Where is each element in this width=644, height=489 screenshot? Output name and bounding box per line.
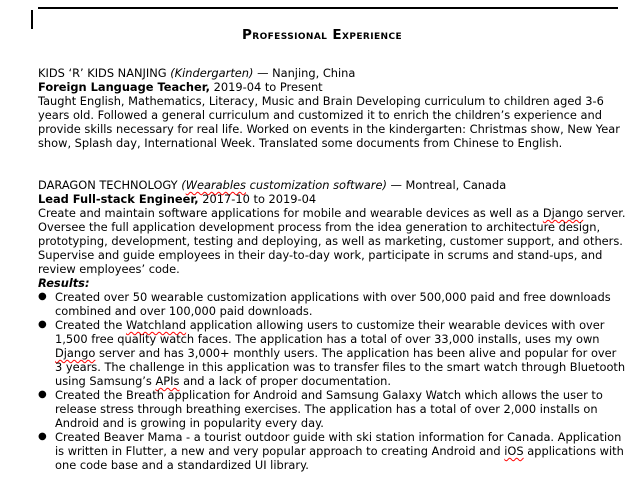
text-run: application allowing users to customize their wearable devices with over 1,500 free quality watch faces. The application has a total of over 33,000 installs, uses my own [55,318,605,346]
text-run: ( [181,178,186,192]
text-run: Foreign Language Teacher, [38,80,210,94]
job-summary [38,206,626,276]
bullet-icon: ● [38,389,47,400]
misspelled-word: Wearables [185,178,246,192]
bullet-text [55,318,626,388]
text-run: DARAGON TECHNOLOGY [38,178,182,192]
bullet-icon: ● [38,319,47,330]
text-run: Create and maintain software applications for mobile and wearable devices as well as a [38,206,543,220]
text-run: server. Oversee the full application development process from the idea generation to architecture design, prototyping, development, testing and deploying, as well as marketing, customer support, and others. Supervise and guide employees in their day-to-day work, participate in scrums and stand-ups, and review employees’ code. [38,206,626,276]
text-run: (Kindergarten) [170,66,254,80]
results-label: Results: [38,276,90,290]
job-summary [38,94,626,150]
role-line [38,80,626,94]
text-run: Created over 50 wearable customization applications with over 500,000 paid and free downloads combined and over 100,000 paid downloads. [55,290,611,318]
misspelled-word: Django [542,206,584,220]
text-run: applications with one code base and a standardized UI library. [55,444,624,472]
text-run: Taught English, Mathematics, Literacy, Music and Brain Developing curriculum to children aged 3-6 years old. Followed a general curriculum and customized it to enrich the children’s experience and provide skills necessary for real life. Worked on events in the kindergarten: Christmas show, New Year show, Splash day, International Week. Translated some documents from Chinese to English. [38,94,620,150]
text-run: Lead Full-stack Engineer, [38,192,199,206]
text-run: 2017-10 to 2019-04 [198,192,317,206]
result-bullet [38,318,626,388]
text-run: — Nanjing, China [253,66,356,80]
role-line [38,192,626,206]
text-run: Created Beaver Mama - a tourist outdoor guide with ski station information for Canada. Application is written in Flutter, a new and very popular approach to creating Android and [55,430,622,458]
text-run: Created the [55,318,127,332]
text-run: KIDS ‘R’ KIDS NANJING [38,66,171,80]
company-line [38,66,626,80]
result-bullet [38,430,626,472]
misspelled-word: Django [55,346,96,360]
bullet-text [55,388,626,430]
job-entry-2 [38,178,626,472]
misspelled-word: Watchland [126,318,187,332]
bullet-icon: ● [38,431,47,442]
bullet-text [55,290,626,318]
section-title: Professional Experience [241,27,403,43]
result-bullet [38,290,626,318]
text-run: and a lack of proper documentation. [179,374,392,388]
jobs-container [38,66,626,472]
result-bullet [38,388,626,430]
text-run: Created the Breath application for Android and Samsung Galaxy Watch which allows the user to release stress through breathing exercises. The application has a total of over 2,000 installs on Android and is growing in popularity every day. [55,388,603,430]
misspelled-word: iOS [504,444,524,458]
company-line [38,178,626,192]
text-run: 2019-04 to Present [210,80,323,94]
job-entry-1 [38,66,626,150]
bullet-icon: ● [38,291,47,302]
misspelled-word: APIs [155,374,180,388]
horizontal-rule [38,7,618,9]
text-run: — Montreal, Canada [386,178,507,192]
bullet-text [55,430,626,472]
results-list [38,290,626,472]
text-run: customization software) [245,178,387,192]
text-run: server and has 3,000+ monthly users. The application has been alive and popular for over 3 years. The challenge in this application was to transfer files to the smart watch through Bluetooth using Samsung’s [55,346,626,388]
